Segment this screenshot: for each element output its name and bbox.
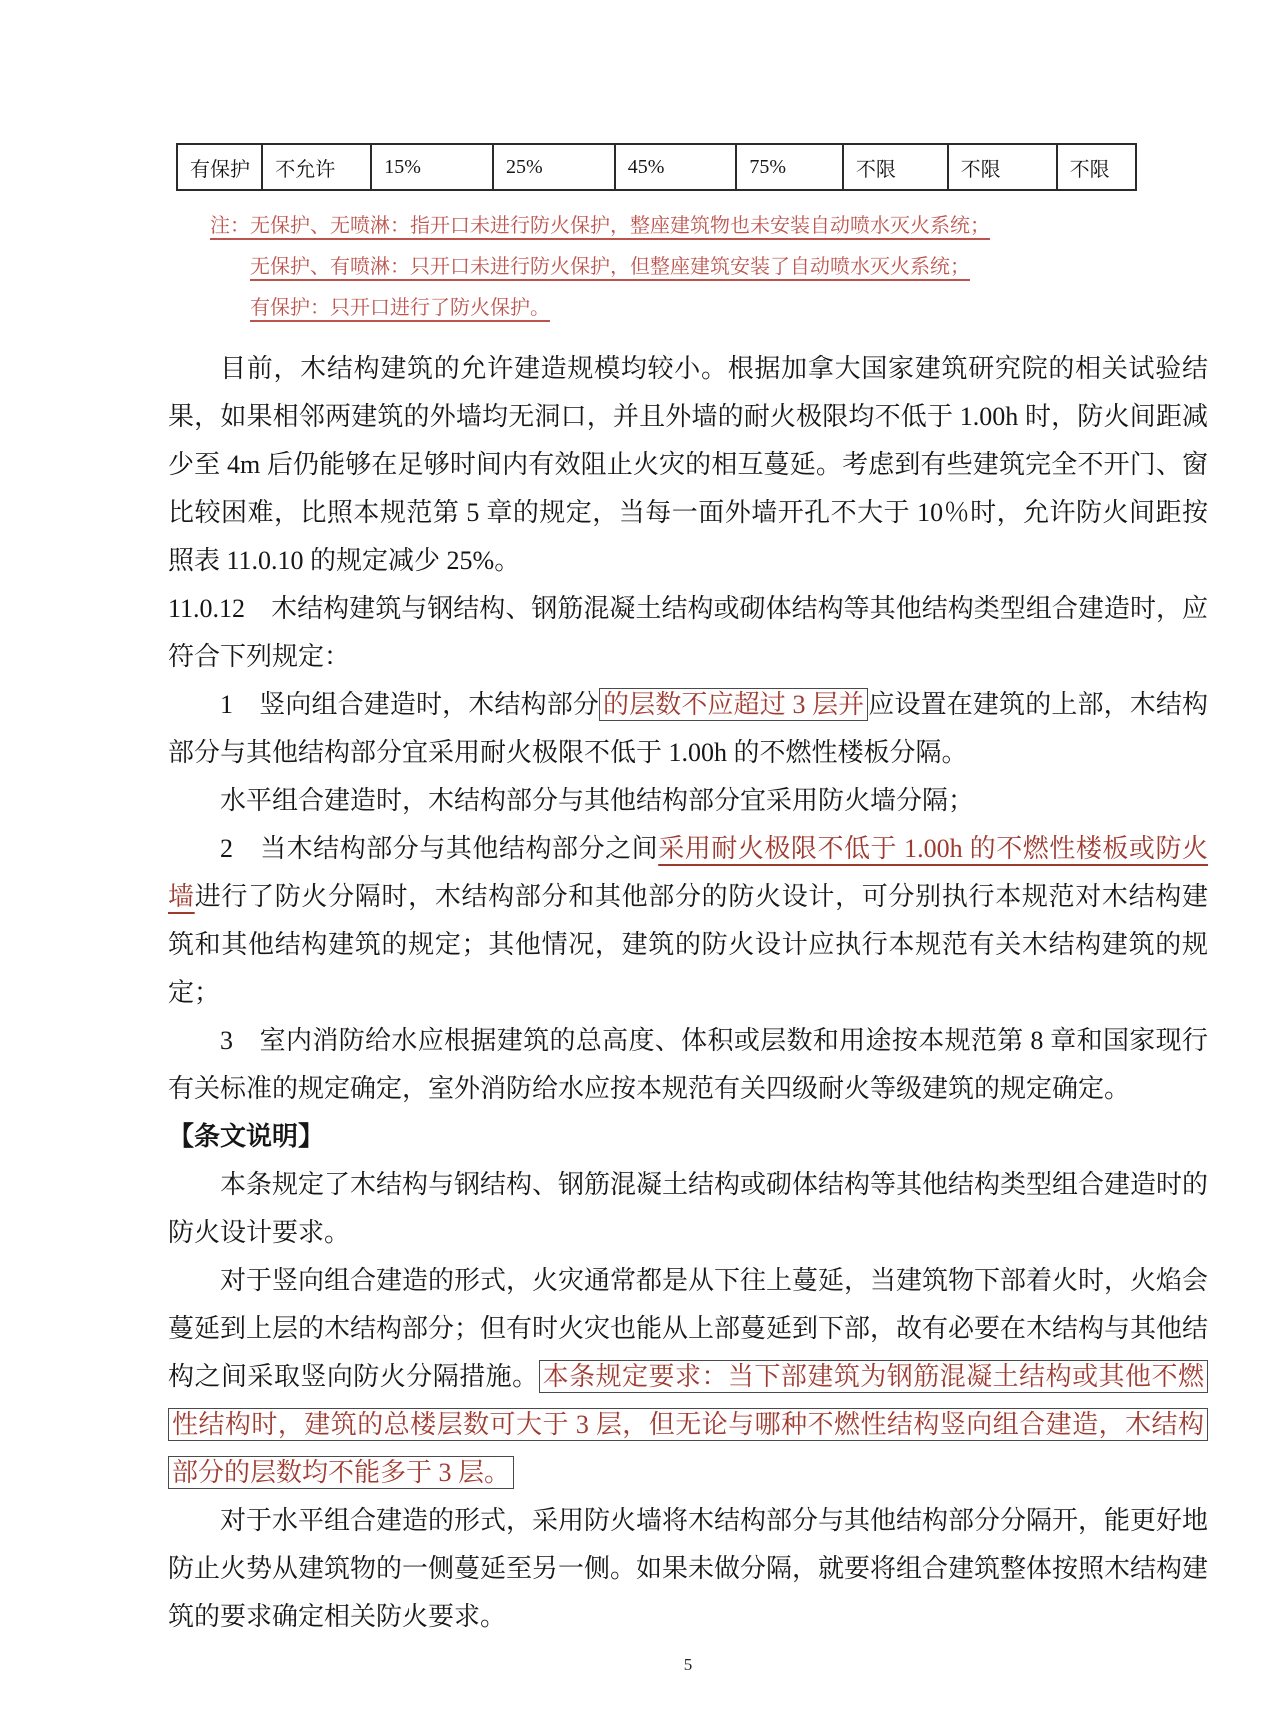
text-run: 目前，木结构建筑的允许建造规模均较小。根据加拿大国家建筑研究院的相关试验结果，如果相邻两建筑的外墙均无洞口，并且外墙的耐火极限均不低于 1.00h 时，防火间距减少至 4m 后仍能够在足够时间内有效阻止火灾的相互蔓延。考虑到有些建筑完全不开门、窗比较困难，比照本规范第 5 章的规定，当每一面外墙开孔不大于 10％时，允许防火间距按照表 11.0.10 的规定减少 25%。 [168,354,1208,575]
note-line: 无保护、有喷淋：只开口未进行防火保护，但整座建筑安装了自动喷水灭火系统； [250,256,970,278]
paragraph [168,585,1208,681]
table-cell: 25% [493,144,615,190]
paragraph [168,1161,1208,1257]
paragraph [168,681,1208,777]
table-cell: 75% [736,144,842,190]
paragraph [168,1257,1208,1497]
paragraph [168,345,1208,585]
table-cell: 15% [371,144,493,190]
note-line: 有保护：只开口进行了防火保护。 [250,297,550,319]
text-run: 应设置在建筑的上部，木结构部分与其他结构部分宜采用耐火极限不低于 1.00h 的不燃性楼板分隔。 [168,690,1208,767]
text-run: 对于水平组合建造的形式，采用防火墙将木结构部分与其他结构部分分隔开，能更好地防止火势从建筑物的一侧蔓延至另一侧。如果未做分隔，就要将组合建筑整体按照木结构建筑的要求确定相关防火要求。 [168,1506,1209,1631]
table-row [177,144,1136,190]
text-run: 11.0.12 木结构建筑与钢结构、钢筋混凝土结构或砌体结构等其他结构类型组合建造时，应符合下列规定： [168,594,1208,671]
text-run: 本条规定了木结构与钢结构、钢筋混凝土结构或砌体结构等其他结构类型组合建造时的防火设计要求。 [168,1170,1209,1247]
text-run-red-underline: 采用耐火极限不低于 1.00h 的不燃性楼板或防火墙 [168,834,1208,911]
text-run: 1 竖向组合建造时，木结构部分 [220,690,599,719]
table-cell: 不限 [948,144,1057,190]
body-text [168,345,1208,1641]
fire-protection-table [176,143,1137,191]
text-run: 水平组合建造时，木结构部分与其他结构部分宜采用防火墙分隔； [220,786,975,815]
table-cell: 有保护 [177,144,262,190]
page-content [168,0,1208,1675]
table-cell: 不限 [1057,144,1136,190]
text-run-bold: 【条文说明】 [168,1122,325,1151]
text-run: 对于竖向组合建造的形式，火灾通常都是从下往上蔓延，当建筑物下部着火时，火焰会蔓延到上层的木结构部分；但有时火灾也能从上部蔓延到下部，故有必要在木结构与其他结构之间采取竖向防火分隔措施。 [168,1266,1209,1391]
note-line: 注：无保护、无喷淋：指开口未进行防火保护，整座建筑物也未安装自动喷水灭火系统； [210,215,990,237]
paragraph [168,1017,1208,1113]
paragraph [168,825,1208,1017]
text-run: 进行了防火分隔时，木结构部分和其他部分的防火设计，可分别执行本规范对木结构建筑和其他结构建筑的规定；其他情况，建筑的防火设计应执行本规范有关木结构建筑的规定； [168,882,1208,1007]
table-cell: 45% [615,144,737,190]
table-notes [168,206,1208,329]
paragraph [168,1497,1208,1641]
page-number: 5 [683,1655,693,1674]
text-run: 3 室内消防给水应根据建筑的总高度、体积或层数和用途按本规范第 8 章和国家现行有关标准的规定确定，室外消防给水应按本规范有关四级耐火等级建筑的规定确定。 [168,1026,1208,1103]
paragraph [168,1113,1208,1161]
paragraph [168,777,1208,825]
table-cell: 不限 [843,144,948,190]
text-run-red-box: 的层数不应超过 3 层并 [599,688,868,721]
text-run: 2 当木结构部分与其他结构部分之间 [220,834,659,863]
text-run-red-box: 本条规定要求：当下部建筑为钢筋混凝土结构或其他不燃性结构时，建筑的总楼层数可大于 3 层，但无论与哪种不燃性结构竖向组合建造，木结构部分的层数均不能多于 3 层。 [168,1360,1208,1489]
table-cell: 不允许 [262,144,371,190]
